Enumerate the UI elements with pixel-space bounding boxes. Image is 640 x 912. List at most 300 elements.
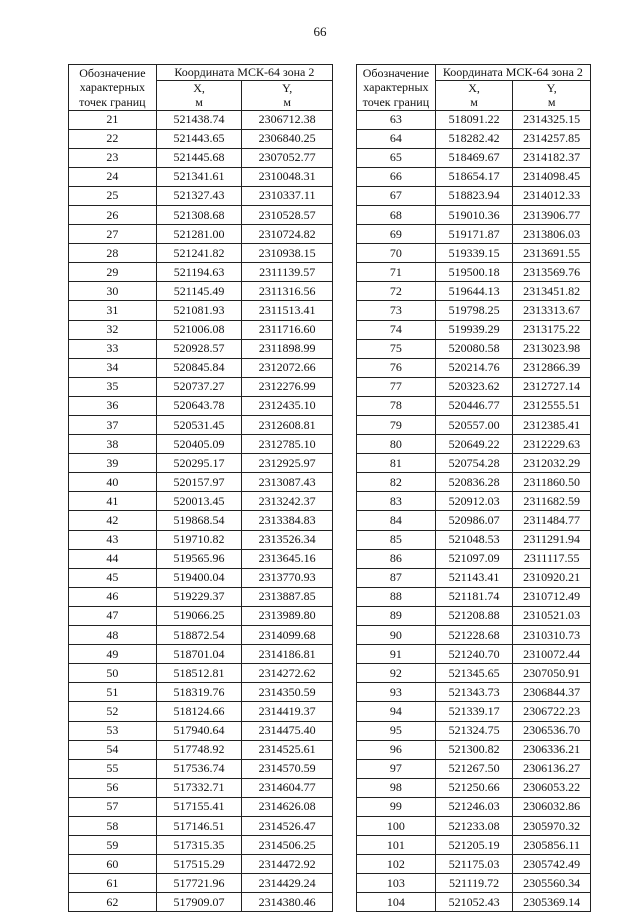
point-number-cell: 27 <box>69 225 157 244</box>
table-row <box>357 205 591 224</box>
point-number-cell: 104 <box>357 893 436 912</box>
point-number-cell: 97 <box>357 759 436 778</box>
x-coordinate-cell: 519400.04 <box>156 568 242 587</box>
x-coordinate-cell: 521250.66 <box>435 778 513 797</box>
point-number-cell: 98 <box>357 778 436 797</box>
point-number-cell: 77 <box>357 377 436 396</box>
x-coordinate-cell: 521267.50 <box>435 759 513 778</box>
point-number-cell: 39 <box>69 454 157 473</box>
table-row <box>357 320 591 339</box>
point-number-cell: 89 <box>357 606 436 625</box>
point-number-cell: 29 <box>69 263 157 282</box>
y-coordinate-cell: 2305560.34 <box>513 874 591 893</box>
point-number-cell: 23 <box>69 148 157 167</box>
table-row <box>69 339 333 358</box>
y-coordinate-cell: 2306536.70 <box>513 721 591 740</box>
table-row <box>357 129 591 148</box>
point-number-cell: 47 <box>69 606 157 625</box>
point-number-cell: 93 <box>357 683 436 702</box>
y-coordinate-cell: 2314182.37 <box>513 148 591 167</box>
x-coordinate-cell: 521327.43 <box>156 186 242 205</box>
y-coordinate-cell: 2305369.14 <box>513 893 591 912</box>
table-row <box>357 606 591 625</box>
table-row <box>69 683 333 702</box>
x-coordinate-cell: 520928.57 <box>156 339 242 358</box>
point-number-cell: 41 <box>69 492 157 511</box>
x-coordinate-cell: 520157.97 <box>156 473 242 492</box>
point-number-cell: 43 <box>69 530 157 549</box>
table-row <box>357 167 591 186</box>
table-row <box>357 110 591 129</box>
x-coordinate-cell: 520754.28 <box>435 454 513 473</box>
y-coordinate-cell: 2314526.47 <box>242 816 333 835</box>
table-row <box>357 721 591 740</box>
table-row <box>357 511 591 530</box>
x-coordinate-cell: 520323.62 <box>435 377 513 396</box>
x-coordinate-cell: 519066.25 <box>156 606 242 625</box>
table-row <box>69 396 333 415</box>
y-coordinate-cell: 2312276.99 <box>242 377 333 396</box>
table-row <box>357 416 591 435</box>
point-number-cell: 34 <box>69 358 157 377</box>
table-row <box>357 549 591 568</box>
x-coordinate-cell: 520295.17 <box>156 454 242 473</box>
table-row <box>69 167 333 186</box>
point-number-cell: 80 <box>357 435 436 454</box>
table-row <box>69 225 333 244</box>
x-coordinate-cell: 521097.09 <box>435 549 513 568</box>
point-number-cell: 42 <box>69 511 157 530</box>
y-coordinate-cell: 2314012.33 <box>513 186 591 205</box>
y-coordinate-cell: 2312785.10 <box>242 435 333 454</box>
y-coordinate-cell: 2314472.92 <box>242 855 333 874</box>
x-coordinate-cell: 521343.73 <box>435 683 513 702</box>
x-coordinate-cell: 521233.08 <box>435 816 513 835</box>
y-coordinate-cell: 2306053.22 <box>513 778 591 797</box>
table-row <box>357 225 591 244</box>
x-coordinate-cell: 521145.49 <box>156 282 242 301</box>
point-number-cell: 66 <box>357 167 436 186</box>
y-coordinate-cell: 2310048.31 <box>242 167 333 186</box>
x-coordinate-cell: 518319.76 <box>156 683 242 702</box>
x-coordinate-cell: 521445.68 <box>156 148 242 167</box>
point-number-cell: 54 <box>69 740 157 759</box>
x-coordinate-cell: 520845.84 <box>156 358 242 377</box>
page-number: 66 <box>313 24 327 39</box>
y-coordinate-cell: 2313242.37 <box>242 492 333 511</box>
y-coordinate-cell: 2310337.11 <box>242 186 333 205</box>
table-row <box>357 740 591 759</box>
point-number-cell: 31 <box>69 301 157 320</box>
table-row <box>69 186 333 205</box>
y-coordinate-cell: 2310310.73 <box>513 626 591 645</box>
point-number-cell: 51 <box>69 683 157 702</box>
table-row <box>357 186 591 205</box>
point-number-cell: 90 <box>357 626 436 645</box>
x-coordinate-cell: 520214.76 <box>435 358 513 377</box>
point-number-cell: 37 <box>69 416 157 435</box>
x-coordinate-cell: 519229.37 <box>156 587 242 606</box>
table-row <box>69 874 333 893</box>
table-row <box>357 778 591 797</box>
x-coordinate-cell: 517515.29 <box>156 855 242 874</box>
x-coordinate-cell: 520013.45 <box>156 492 242 511</box>
y-coordinate-cell: 2310072.44 <box>513 645 591 664</box>
x-coordinate-cell: 517536.74 <box>156 759 242 778</box>
x-coordinate-cell: 519339.15 <box>435 244 513 263</box>
x-header: X, м <box>435 80 513 110</box>
table-row <box>357 759 591 778</box>
point-number-cell: 55 <box>69 759 157 778</box>
x-coordinate-cell: 519798.25 <box>435 301 513 320</box>
y-coordinate-cell: 2306722.23 <box>513 702 591 721</box>
y-coordinate-cell: 2311291.94 <box>513 530 591 549</box>
point-number-cell: 81 <box>357 454 436 473</box>
x-coordinate-cell: 517721.96 <box>156 874 242 893</box>
table-row <box>69 816 333 835</box>
coordinate-header: Координата МСК-64 зона 2 <box>435 65 590 81</box>
table-row <box>69 129 333 148</box>
table-row <box>357 263 591 282</box>
table-row <box>69 263 333 282</box>
y-coordinate-cell: 2314257.85 <box>513 129 591 148</box>
table-row <box>357 358 591 377</box>
point-number-cell: 63 <box>357 110 436 129</box>
point-number-cell: 56 <box>69 778 157 797</box>
point-number-cell: 69 <box>357 225 436 244</box>
table-row <box>69 473 333 492</box>
table-row <box>69 358 333 377</box>
y-coordinate-cell: 2306840.25 <box>242 129 333 148</box>
table-row <box>357 893 591 912</box>
y-header: Y, м <box>242 80 333 110</box>
x-coordinate-cell: 519010.36 <box>435 205 513 224</box>
y-coordinate-cell: 2314099.68 <box>242 626 333 645</box>
y-coordinate-cell: 2306336.21 <box>513 740 591 759</box>
table-row <box>69 148 333 167</box>
point-number-cell: 36 <box>69 396 157 415</box>
y-coordinate-cell: 2312032.29 <box>513 454 591 473</box>
x-coordinate-cell: 518823.94 <box>435 186 513 205</box>
point-number-cell: 44 <box>69 549 157 568</box>
y-coordinate-cell: 2310528.57 <box>242 205 333 224</box>
x-coordinate-cell: 521205.19 <box>435 836 513 855</box>
y-coordinate-cell: 2311716.60 <box>242 320 333 339</box>
table-row <box>357 492 591 511</box>
y-coordinate-cell: 2306032.86 <box>513 797 591 816</box>
x-coordinate-cell: 521443.65 <box>156 129 242 148</box>
y-coordinate-cell: 2307050.91 <box>513 664 591 683</box>
table-row <box>357 816 591 835</box>
y-coordinate-cell: 2311682.59 <box>513 492 591 511</box>
table-row <box>69 205 333 224</box>
x-coordinate-cell: 518872.54 <box>156 626 242 645</box>
y-coordinate-cell: 2311139.57 <box>242 263 333 282</box>
point-number-cell: 46 <box>69 587 157 606</box>
point-number-cell: 30 <box>69 282 157 301</box>
x-coordinate-cell: 518654.17 <box>435 167 513 186</box>
y-coordinate-cell: 2305742.49 <box>513 855 591 874</box>
y-coordinate-cell: 2311316.56 <box>242 282 333 301</box>
table-row <box>69 416 333 435</box>
x-coordinate-cell: 519710.82 <box>156 530 242 549</box>
x-coordinate-cell: 521308.68 <box>156 205 242 224</box>
x-coordinate-cell: 520405.09 <box>156 435 242 454</box>
table-row <box>357 645 591 664</box>
point-number-cell: 74 <box>357 320 436 339</box>
table-row <box>357 473 591 492</box>
y-coordinate-cell: 2305970.32 <box>513 816 591 835</box>
y-coordinate-cell: 2305856.11 <box>513 836 591 855</box>
x-coordinate-cell: 521208.88 <box>435 606 513 625</box>
y-coordinate-cell: 2313906.77 <box>513 205 591 224</box>
y-coordinate-cell: 2313569.76 <box>513 263 591 282</box>
y-coordinate-cell: 2314429.24 <box>242 874 333 893</box>
point-number-cell: 71 <box>357 263 436 282</box>
point-number-cell: 38 <box>69 435 157 454</box>
point-number-cell: 95 <box>357 721 436 740</box>
table-row <box>357 587 591 606</box>
table-row <box>69 721 333 740</box>
x-coordinate-cell: 521345.65 <box>435 664 513 683</box>
table-row <box>69 797 333 816</box>
point-number-cell: 86 <box>357 549 436 568</box>
table-row <box>69 740 333 759</box>
coordinates-table-left <box>68 64 333 912</box>
x-coordinate-cell: 521194.63 <box>156 263 242 282</box>
table-row <box>69 645 333 664</box>
x-coordinate-cell: 517940.64 <box>156 721 242 740</box>
point-number-cell: 68 <box>357 205 436 224</box>
y-coordinate-cell: 2314626.08 <box>242 797 333 816</box>
table-row <box>69 759 333 778</box>
x-coordinate-cell: 519644.13 <box>435 282 513 301</box>
designation-header: Обозначение характерных точек границ <box>69 65 157 111</box>
x-coordinate-cell: 521048.53 <box>435 530 513 549</box>
point-number-cell: 61 <box>69 874 157 893</box>
y-coordinate-cell: 2313175.22 <box>513 320 591 339</box>
point-number-cell: 83 <box>357 492 436 511</box>
table-row <box>69 492 333 511</box>
point-number-cell: 85 <box>357 530 436 549</box>
point-number-cell: 62 <box>69 893 157 912</box>
x-coordinate-cell: 521228.68 <box>435 626 513 645</box>
coordinates-table-right <box>356 64 591 912</box>
point-number-cell: 48 <box>69 626 157 645</box>
x-coordinate-cell: 521300.82 <box>435 740 513 759</box>
table-row <box>69 435 333 454</box>
point-number-cell: 28 <box>69 244 157 263</box>
y-coordinate-cell: 2314350.59 <box>242 683 333 702</box>
point-number-cell: 45 <box>69 568 157 587</box>
coordinate-header: Координата МСК-64 зона 2 <box>156 65 332 81</box>
x-coordinate-cell: 519171.87 <box>435 225 513 244</box>
point-number-cell: 82 <box>357 473 436 492</box>
point-number-cell: 53 <box>69 721 157 740</box>
point-number-cell: 52 <box>69 702 157 721</box>
y-coordinate-cell: 2314380.46 <box>242 893 333 912</box>
table-row <box>357 339 591 358</box>
x-coordinate-cell: 520080.58 <box>435 339 513 358</box>
table-row <box>357 244 591 263</box>
table-row <box>69 282 333 301</box>
table-row <box>357 702 591 721</box>
x-coordinate-cell: 521240.70 <box>435 645 513 664</box>
table-row <box>357 855 591 874</box>
x-coordinate-cell: 520643.78 <box>156 396 242 415</box>
x-coordinate-cell: 521119.72 <box>435 874 513 893</box>
y-coordinate-cell: 2312608.81 <box>242 416 333 435</box>
x-coordinate-cell: 520912.03 <box>435 492 513 511</box>
y-coordinate-cell: 2312229.63 <box>513 435 591 454</box>
table-row <box>69 778 333 797</box>
point-number-cell: 103 <box>357 874 436 893</box>
point-number-cell: 78 <box>357 396 436 415</box>
table-row <box>69 511 333 530</box>
y-coordinate-cell: 2311898.99 <box>242 339 333 358</box>
table-row <box>357 282 591 301</box>
point-number-cell: 79 <box>357 416 436 435</box>
x-coordinate-cell: 520649.22 <box>435 435 513 454</box>
x-coordinate-cell: 518512.81 <box>156 664 242 683</box>
point-number-cell: 102 <box>357 855 436 874</box>
point-number-cell: 26 <box>69 205 157 224</box>
x-header: X, м <box>156 80 242 110</box>
table-row <box>69 377 333 396</box>
table-row <box>357 301 591 320</box>
table-row <box>69 664 333 683</box>
point-number-cell: 75 <box>357 339 436 358</box>
y-coordinate-cell: 2312385.41 <box>513 416 591 435</box>
y-coordinate-cell: 2313451.82 <box>513 282 591 301</box>
table-row <box>357 530 591 549</box>
table-row <box>357 396 591 415</box>
y-coordinate-cell: 2313384.83 <box>242 511 333 530</box>
y-coordinate-cell: 2314272.62 <box>242 664 333 683</box>
x-coordinate-cell: 520836.28 <box>435 473 513 492</box>
point-number-cell: 72 <box>357 282 436 301</box>
table-body <box>357 110 591 912</box>
y-coordinate-cell: 2312866.39 <box>513 358 591 377</box>
x-coordinate-cell: 521324.75 <box>435 721 513 740</box>
point-number-cell: 94 <box>357 702 436 721</box>
x-coordinate-cell: 518124.66 <box>156 702 242 721</box>
point-number-cell: 73 <box>357 301 436 320</box>
x-coordinate-cell: 521081.93 <box>156 301 242 320</box>
y-coordinate-cell: 2311484.77 <box>513 511 591 530</box>
x-coordinate-cell: 521175.03 <box>435 855 513 874</box>
point-number-cell: 24 <box>69 167 157 186</box>
y-coordinate-cell: 2310724.82 <box>242 225 333 244</box>
point-number-cell: 35 <box>69 377 157 396</box>
point-number-cell: 49 <box>69 645 157 664</box>
x-coordinate-cell: 520446.77 <box>435 396 513 415</box>
point-number-cell: 32 <box>69 320 157 339</box>
table-row <box>69 893 333 912</box>
y-coordinate-cell: 2314098.45 <box>513 167 591 186</box>
y-coordinate-cell: 2312727.14 <box>513 377 591 396</box>
y-coordinate-cell: 2314475.40 <box>242 721 333 740</box>
point-number-cell: 33 <box>69 339 157 358</box>
x-coordinate-cell: 521143.41 <box>435 568 513 587</box>
x-coordinate-cell: 517146.51 <box>156 816 242 835</box>
y-coordinate-cell: 2313023.98 <box>513 339 591 358</box>
point-number-cell: 88 <box>357 587 436 606</box>
point-number-cell: 50 <box>69 664 157 683</box>
table-row <box>69 549 333 568</box>
y-coordinate-cell: 2314570.59 <box>242 759 333 778</box>
table-row <box>69 320 333 339</box>
y-coordinate-cell: 2313691.55 <box>513 244 591 263</box>
y-coordinate-cell: 2314419.37 <box>242 702 333 721</box>
point-number-cell: 21 <box>69 110 157 129</box>
point-number-cell: 67 <box>357 186 436 205</box>
y-coordinate-cell: 2314525.61 <box>242 740 333 759</box>
x-coordinate-cell: 517155.41 <box>156 797 242 816</box>
point-number-cell: 22 <box>69 129 157 148</box>
x-coordinate-cell: 521281.00 <box>156 225 242 244</box>
y-coordinate-cell: 2311860.50 <box>513 473 591 492</box>
table-row <box>69 301 333 320</box>
y-coordinate-cell: 2314506.25 <box>242 836 333 855</box>
y-coordinate-cell: 2314186.81 <box>242 645 333 664</box>
point-number-cell: 92 <box>357 664 436 683</box>
y-coordinate-cell: 2311513.41 <box>242 301 333 320</box>
x-coordinate-cell: 519939.29 <box>435 320 513 339</box>
table-row <box>69 530 333 549</box>
y-coordinate-cell: 2313989.80 <box>242 606 333 625</box>
y-coordinate-cell: 2312925.97 <box>242 454 333 473</box>
y-coordinate-cell: 2310920.21 <box>513 568 591 587</box>
y-coordinate-cell: 2314604.77 <box>242 778 333 797</box>
table-row <box>357 568 591 587</box>
x-coordinate-cell: 520986.07 <box>435 511 513 530</box>
y-coordinate-cell: 2313770.93 <box>242 568 333 587</box>
point-number-cell: 60 <box>69 855 157 874</box>
x-coordinate-cell: 521246.03 <box>435 797 513 816</box>
table-row <box>357 683 591 702</box>
table-row <box>69 855 333 874</box>
point-number-cell: 100 <box>357 816 436 835</box>
point-number-cell: 87 <box>357 568 436 587</box>
point-number-cell: 58 <box>69 816 157 835</box>
point-number-cell: 99 <box>357 797 436 816</box>
point-number-cell: 57 <box>69 797 157 816</box>
table-row <box>69 626 333 645</box>
table-row <box>357 664 591 683</box>
table-row <box>69 244 333 263</box>
x-coordinate-cell: 517332.71 <box>156 778 242 797</box>
table-row <box>357 626 591 645</box>
table-row <box>69 836 333 855</box>
point-number-cell: 64 <box>357 129 436 148</box>
table-row <box>357 454 591 473</box>
point-number-cell: 25 <box>69 186 157 205</box>
y-coordinate-cell: 2310938.15 <box>242 244 333 263</box>
designation-header: Обозначение характерных точек границ <box>357 65 436 111</box>
y-coordinate-cell: 2307052.77 <box>242 148 333 167</box>
table-row <box>69 702 333 721</box>
table-body <box>69 110 333 912</box>
point-number-cell: 70 <box>357 244 436 263</box>
table-row <box>69 587 333 606</box>
table-row <box>69 606 333 625</box>
point-number-cell: 65 <box>357 148 436 167</box>
point-number-cell: 101 <box>357 836 436 855</box>
point-number-cell: 40 <box>69 473 157 492</box>
point-number-cell: 76 <box>357 358 436 377</box>
table-row <box>69 454 333 473</box>
